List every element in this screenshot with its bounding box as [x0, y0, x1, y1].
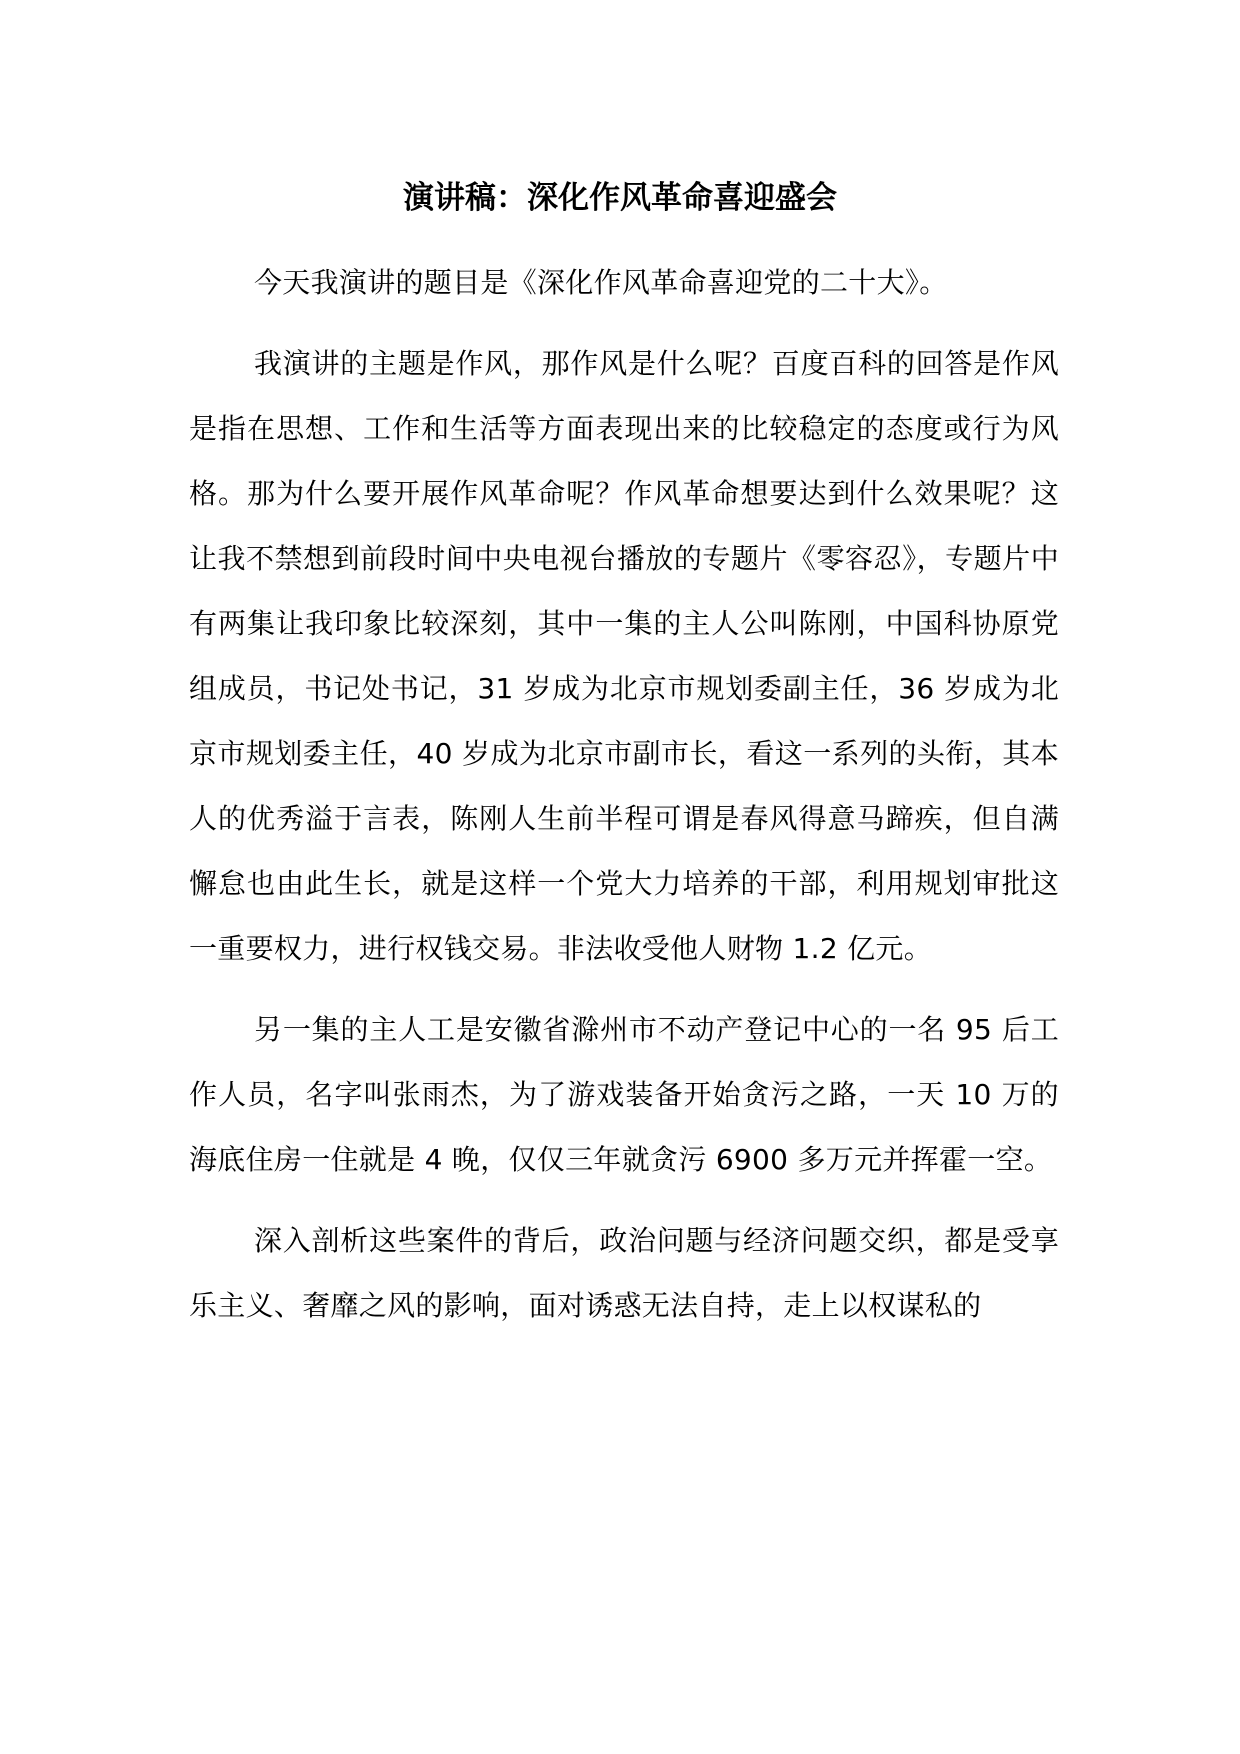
document-body: [189, 250, 1059, 1354]
paragraph-1: 今天我演讲的题目是《深化作风革命喜迎党的二十大》。: [254, 266, 948, 299]
paragraph-2: 我演讲的主题是作风，那作风是什么呢？百度百科的回答是作风是指在思想、工作和生活等方面表现出来的比较稳定的态度或行为风格。那为什么要开展作风革命呢？作风革命想要达到什么效果呢？这让我不禁想到前段时间中央电视台播放的专题片《零容忍》，专题片中有两集让我印象比较深刻，其中一集的主人公叫陈刚，中国科协原党组成员，书记处书记，31 岁成为北京市规划委副主任，36 岁成为北京市规划委主任，40 岁成为北京市副市长，看这一系列的头衔，其本人的优秀溢于言表，陈刚人生前半程可谓是春风得意马蹄疾，但自满懈怠也由此生长，就是这样一个党大力培养的干部，利用规划审批这一重要权力，进行权钱交易。非法收受他人财物 1.2 亿元。: [189, 347, 1059, 965]
paragraph-3: 另一集的主人工是安徽省滁州市不动产登记中心的一名 95 后工作人员，名字叫张雨杰，为了游戏装备开始贪污之路，一天 10 万的海底住房一住就是 4 晚，仅仅三年就贪污 6900 多万元并挥霍一空。: [189, 1013, 1059, 1176]
paragraph-4: 深入剖析这些案件的背后，政治问题与经济问题交织，都是受享乐主义、奢靡之风的影响，面对诱惑无法自持，走上以权谋私的: [189, 1224, 1059, 1322]
page-title: 演讲稿：深化作风革命喜迎盛会: [403, 180, 837, 216]
